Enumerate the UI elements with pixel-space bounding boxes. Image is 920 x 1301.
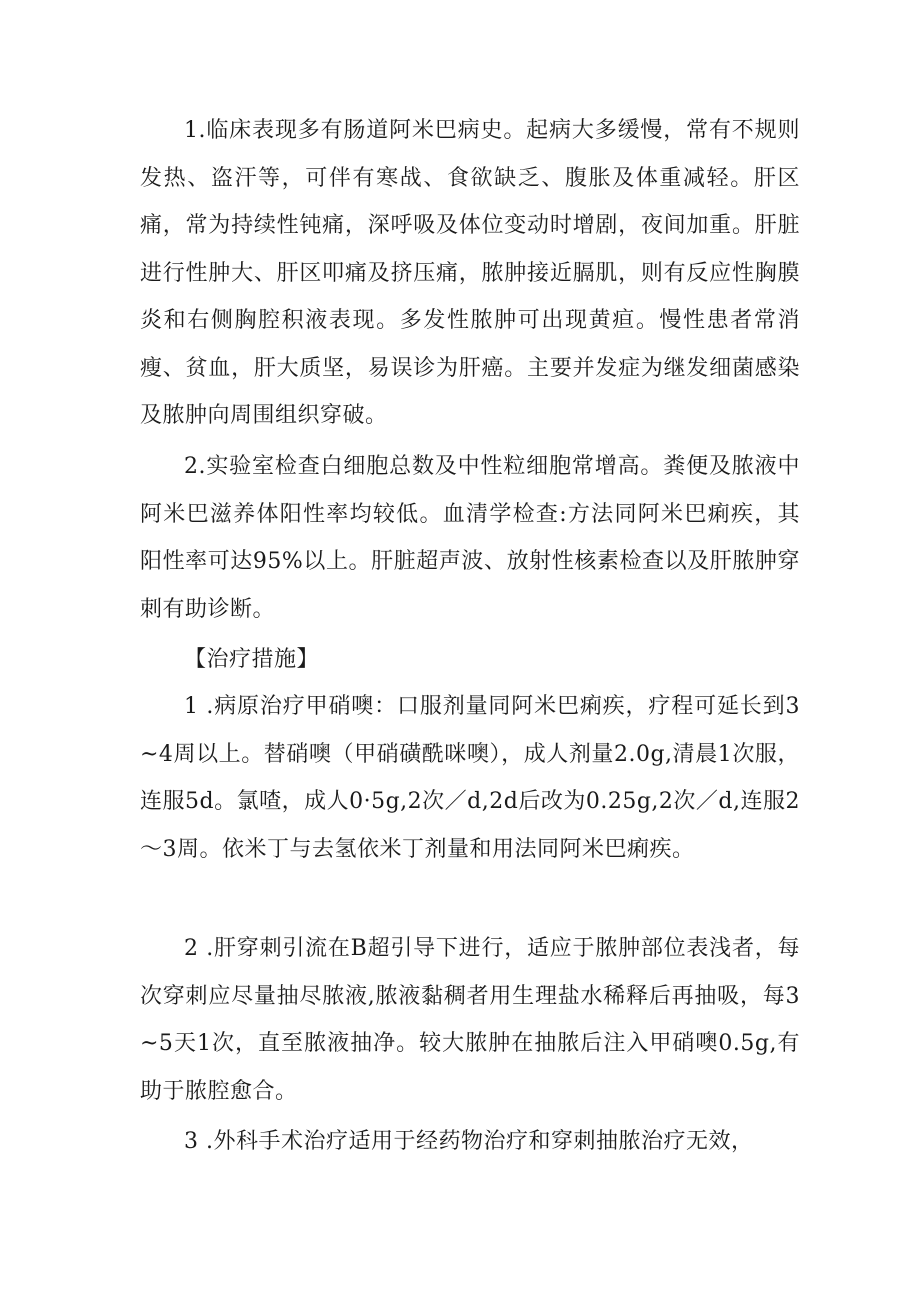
treatment-item-surgery: 3 .外科手术治疗适用于经药物治疗和穿刺抽脓治疗无效， xyxy=(184,1129,754,1154)
section-heading-treatment: 【治疗措施】 xyxy=(184,647,320,672)
lab-test-paragraph: 2.实验室检查白细胞总数及中性粒细胞常增高。粪便及脓液中阿米巴滋养体阳性率均较低。血清学检查:方法同阿米巴痢疾，其阳性率可达95%以上。肝脏超声波、放射性核素检查以及肝脓肿穿刺有助诊断。 xyxy=(140,454,800,622)
treatment-item-liver-puncture: 2 .肝穿刺引流在B超引导下进行，适应于脓肿部位表浅者，每次穿刺应尽量抽尽脓液,脓液黏稠者用生理盐水稀释后再抽吸，每3~5天1次，直至脓液抽净。较大脓肿在抽脓后注入甲硝噢0.5g,有助于脓腔愈合。 xyxy=(140,936,800,1104)
treatment-item-etiological: 1 .病原治疗甲硝噢：口服剂量同阿米巴痢疾，疗程可延长到3~4周以上。替硝噢（甲硝磺酰咪噢），成人剂量2.0g,清晨1次服，连服5d。氯喳，成人0·5g,2次／d,2d后改为0.25g,2次／d,连服2～3周。依米丁与去氢依米丁剂量和用法同阿米巴痢疾。 xyxy=(140,694,800,862)
clinical-manifestation-paragraph: 1.临床表现多有肠道阿米巴病史。起病大多缓慢，常有不规则发热、盗汗等，可伴有寒战、食欲缺乏、腹胀及体重减轻。肝区痛，常为持续性钝痛，深呼吸及体位变动时增剧，夜间加重。肝脏进行性肿大、肝区叩痛及挤压痛，脓肿接近膈肌，则有反应性胸膜炎和右侧胸腔积液表现。多发性脓肿可出现黄疸。慢性患者常消瘦、贫血，肝大质坚，易误诊为肝癌。主要并发症为继发细菌感染及脓肿向周围组织穿破。 xyxy=(140,118,800,428)
